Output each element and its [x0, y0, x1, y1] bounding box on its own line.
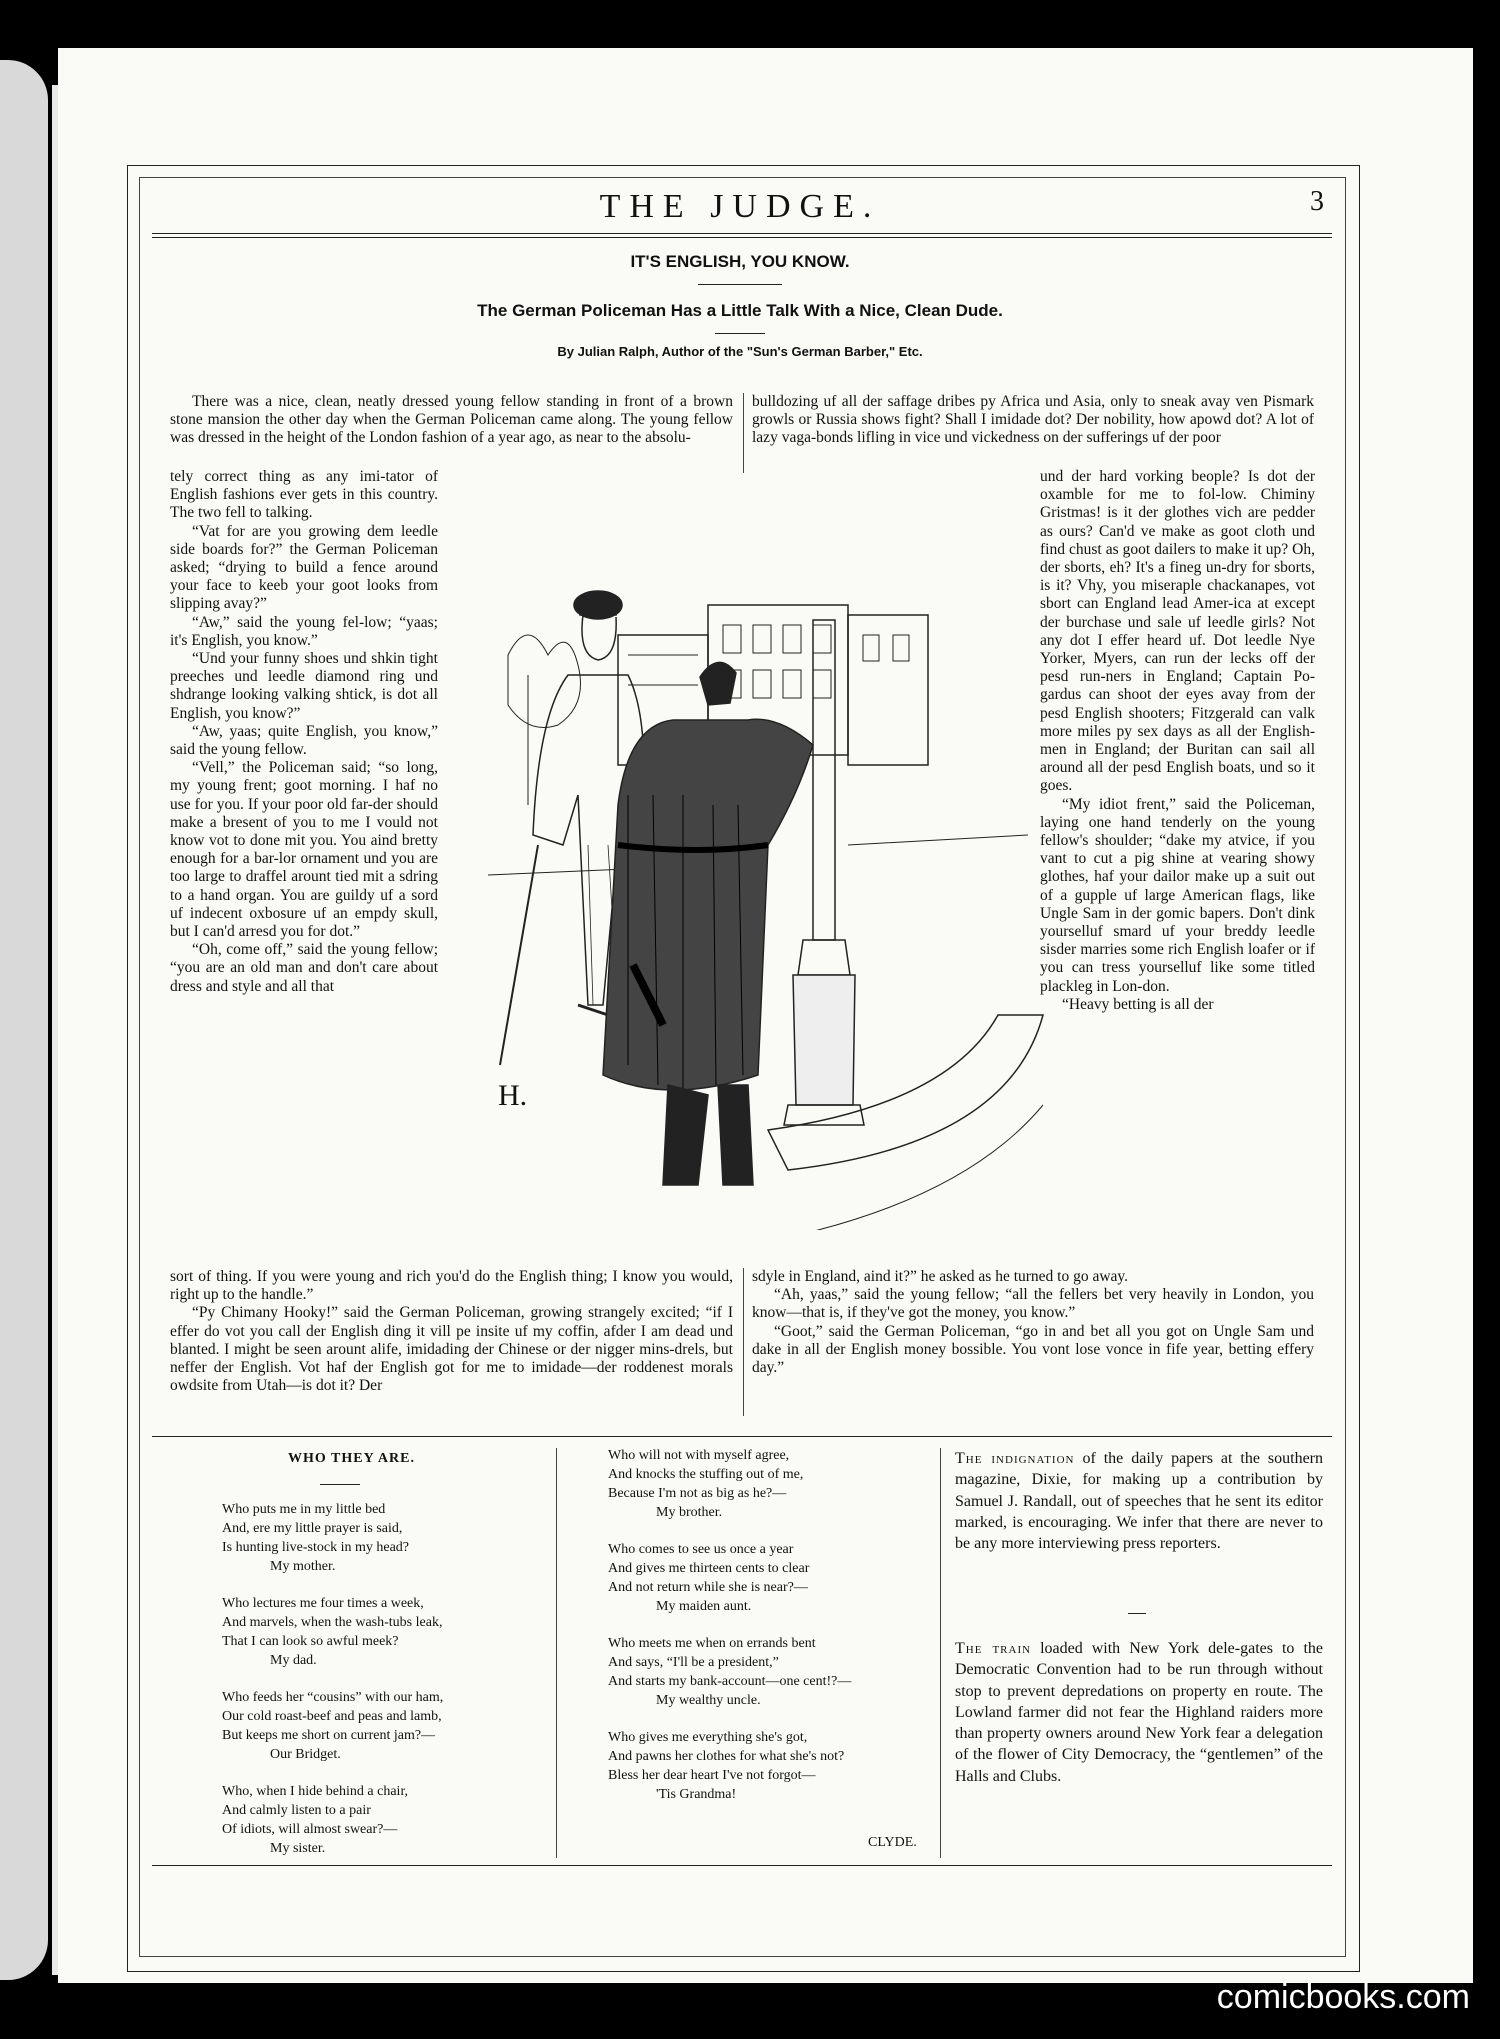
masthead-rule: [152, 233, 1332, 238]
column-divider-editorial: [940, 1448, 941, 1858]
book-spine: [0, 60, 48, 1980]
policeman-coat: [603, 719, 813, 1090]
bowler-hat: [700, 662, 736, 705]
poem-title: WHO THEY ARE.: [288, 1451, 415, 1466]
poem-right-stanzas: [608, 1446, 938, 1822]
article-headline: IT'S ENGLISH, YOU KNOW.: [630, 252, 850, 271]
editorial-separator: [1128, 1613, 1146, 1614]
article-left-column: tely correct thing as any imi-tator of English fashions ever gets in this country. The two fell to talking. “Vat for are you growing dem leedle side boards for?” the German Policeman asked; “drying to build a fence around your face to keeb your goot looks from slipping avay?” “Aw,” said the young fel-low; “yaas; it's English, you know.” “Und your funny shoes und shkin tight preeches und leedle diamond ring und shdrange looking valking shtick, is dot all English, you know?” “Aw, yaas; quite English, you know,” said the young fellow. “Vell,” the Policeman said; “so long, my young frent; goot morning. I haf no use for you. If your poor old far-der should make a bresent of you to me I vould not know vot to done mit you. You aind bretty enough for a bar-lor ornament und you are too large to draffel arount tied mit a sdring to a hand organ. You are guildy uf a sord uf indecent oxbosure uf an empdy skull, but I can'd arresd you for dot.” “Oh, come off,” said the young fellow; “you are an old man and don't care about dress and style and all that: [170, 468, 438, 995]
article-bottom-right: sdyle in England, aind it?” he asked as he turned to go away. “Ah, yaas,” said the young fellow; “all the fellers bet very heavily in London, you know—that is, if they've got the money, you know.” “Goot,” said the German Policeman, “go in and bet all you got on Ungle Sam und dake in all der English money bossible. You vont lose vonce in fife year, betting effery day.”: [752, 1268, 1314, 1377]
editorial-paragraph-indignation: The indignation of the daily papers at the southern magazine, Dixie, for making up a contribution by Samuel J. Randall, out of speeches that he sent its editor marked, is encouraging. We infer that there are never to be any more interviewing press reporters.: [955, 1450, 1323, 1553]
poem-stanza: Who, when I hide behind a chair, And calmly listen to a pair Of idiots, will almost swear?— My sister.: [222, 1784, 409, 1856]
poem-stanza: Who will not with myself agree, And knocks the stuffing out of me, Because I'm not as big as he?— My brother.: [608, 1448, 804, 1520]
section-rule: [152, 1436, 1332, 1438]
watermark: comicbooks.com: [1216, 1978, 1470, 2016]
article-top-left: There was a nice, clean, neatly dressed young fellow standing in front of a brown stone mansion the other day when the German Policeman came along. The young fellow was dressed in the height of the London fashion of a year ago, as near to the absolu-: [170, 393, 733, 447]
poem-stanza: Who meets me when on errands bent And says, “I'll be a president,” And starts my bank-account—one cent!?— My wealthy uncle.: [608, 1636, 852, 1708]
poem-divider: [556, 1448, 557, 1858]
illustration-policeman-and-dude: [468, 545, 1048, 1230]
article-subheadline: The German Policeman Has a Little Talk With a Nice, Clean Dude.: [477, 301, 1003, 320]
poem-stanza: Who gives me everything she's got, And pawns her clothes for what she's not? Bless her dear heart I've not forgot— 'Tis Grandma!: [608, 1730, 845, 1802]
page-number: 3: [1310, 186, 1324, 217]
article-top-right: bulldozing uf all der saffage dribes py Africa und Asia, only to sneak avay ven Pismark growls or Russia shows fight? Shall I imidade dot? Der nobility, how apowd dot? A lot of lazy vaga-bonds lifling in vice und vickedness on der sufferings uf der poor: [752, 393, 1314, 447]
subheadline-rule: [715, 333, 765, 334]
headline-rule: [698, 284, 782, 285]
masthead-title: THE JUDGE.: [599, 188, 881, 225]
column-divider-bottom: [743, 1268, 744, 1416]
artist-signature: H.: [498, 1079, 528, 1112]
poem-left-stanzas: [222, 1500, 552, 1876]
article-bottom-left: sort of thing. If you were young and rich you'd do the English thing; I know you would, right up to the handle.” “Py Chimany Hooky!” said the German Policeman, growing strangely excited; “if I effer do vot you call der English ding it vill pe insite uf my coffin, afder I am dead und blanted. I might be seen arount alife, imidading der Chinese or der nigger mins-drels, but neffer der English. Vot haf der English got for me to imidade—der roddenest morals owdsite from Utah—is dot it? Der: [170, 1268, 733, 1395]
dude-head: [582, 615, 616, 660]
poem-stanza: Who feeds her “cousins” with our ham, Our cold roast-beef and peas and lamb, But keeps me short on current jam?— Our Bridget.: [222, 1690, 444, 1762]
poem-stanza: Who comes to see us once a year And gives me thirteen cents to clear And not return while she is near?— My maiden aunt.: [608, 1542, 810, 1614]
poem-stanza: Who lectures me four times a week, And marvels, when the wash-tubs leak, That I can look so awful meek? My dad.: [222, 1596, 443, 1668]
article-byline: By Julian Ralph, Author of the "Sun's German Barber," Etc.: [557, 344, 923, 359]
poem-author: CLYDE.: [868, 1835, 917, 1850]
editorial-paragraph-train: The train loaded with New York dele-gates to the Democratic Convention had to be run through without stop to prevent depredations on property en route. The Lowland farmer did not fear the Highland raiders more than property owners around New York fear a delegation of the flower of City Democracy, the “gentlemen” of the Halls and Clubs.: [955, 1640, 1323, 1785]
poem-stanza: Who puts me in my little bed And, ere my little prayer is said, Is hunting live-stock in my head? My mother.: [222, 1502, 410, 1574]
column-divider-top: [743, 393, 744, 473]
walking-stick: [500, 845, 538, 1065]
bottom-rule: [152, 1865, 1332, 1867]
article-right-column: und der hard vorking beople? Is dot der oxamble for me to fol-low. Chiminy Gristmas! is it der glothes vich are pedder as ours? Can'd ve make as goot cloth und find chust as goot dailers to make it up? Oh, der sborts, eh? It's a fineg un-dry for sborts, is it? Vhy, you miseraple chackanapes, vot sbort can England lead Amer-ica at except der burchase und sale uf leedle girls? Not any dot I effer heard uf. Dot leedle Nye Yorker, Myers, can run der lecks off der pesd run-ners in England; Captain Po-gardus can shoot der eyes avay from der pesd English shooters; Fitzgerald can valk more miles py sex days as all der English-men in England; der Buritan can sail all around all der pesd English boats, und so it goes. “My idiot frent,” said the Policeman, laying one hand tenderly on the young fellow's shoulder; “dake my atvice, if you vant to cut a pig shine at vearing showy glothes, haf your dailor make up a suit out of a gupple uf large American flags, like Ungle Sam in der gomic bapers. Don't dink yourselluf smard uf your breddy leedle sisder marries some rich English loafer or if you can tress yourselluf like some titled plackleg in Lon-don. “Heavy betting is all der: [1040, 468, 1315, 1013]
poem-title-rule: [320, 1484, 360, 1485]
lamp-post: [813, 620, 835, 940]
